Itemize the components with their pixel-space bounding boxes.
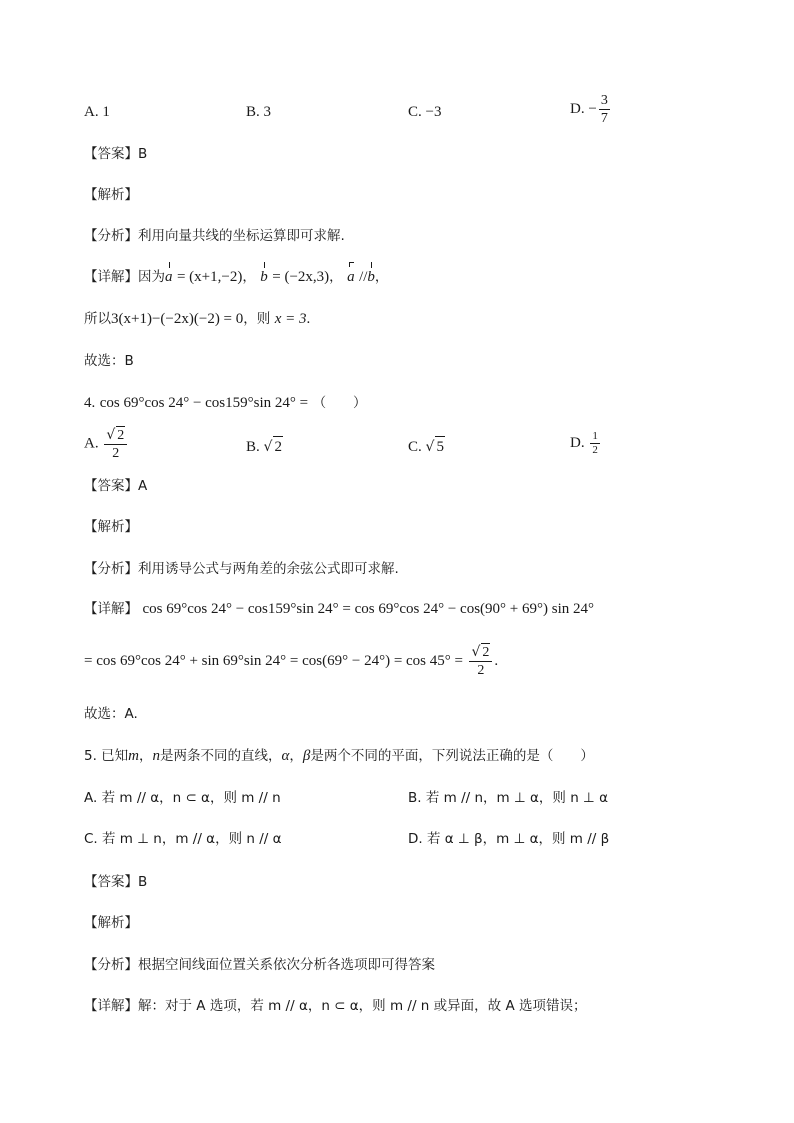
q4-option-b xyxy=(246,436,283,457)
q5-m: m xyxy=(128,748,140,764)
q5-fenxi: 【分析】根据空间线面位置关系依次分析各选项即可得答案 xyxy=(84,957,435,973)
q5-alpha: α xyxy=(281,748,290,764)
q3-detail-sep1: ， xyxy=(242,269,256,285)
q4-fenxi: 【分析】利用诱导公式与两角差的余弦公式即可求解. xyxy=(84,561,399,577)
q4-detail-line2-fraction xyxy=(469,643,492,679)
q3-so-end: . xyxy=(306,311,311,327)
vector-a-2: a xyxy=(347,269,355,285)
q5-stem-b: 是两条不同的直线， xyxy=(160,748,282,764)
vector-a: a xyxy=(165,269,173,285)
sqrt-icon: √ xyxy=(106,427,116,443)
q4-option-c-label: C. xyxy=(408,439,422,455)
q3-fenxi: 【分析】利用向量共线的坐标运算即可求解. xyxy=(84,228,345,244)
q3-detail-end: ， xyxy=(374,269,389,285)
q4-detail-expression: cos 69°cos 24° − cos159°sin 24° = cos 69°cos 24° − cos(90° + 69°) sin 24° xyxy=(142,601,594,617)
fraction-denominator: 7 xyxy=(600,111,608,126)
q3-detail-sep2: ， xyxy=(329,269,343,285)
q3-analysis-label: 【解析】 xyxy=(84,187,138,203)
q3-option-c-value: −3 xyxy=(425,104,442,120)
q5-stem xyxy=(84,746,594,766)
fraction-numerator xyxy=(469,643,492,662)
q4-detail-label: 【详解】 xyxy=(84,601,138,617)
fraction-denominator: 2 xyxy=(592,444,598,456)
q3-detail-a: = (x+1,−2) xyxy=(176,269,243,285)
q3-answer: 【答案】B xyxy=(84,146,148,162)
q4-answer: 【答案】A xyxy=(84,478,148,494)
vector-b-2: b xyxy=(367,269,375,285)
fraction-denominator: 2 xyxy=(477,663,485,678)
fraction-numerator: 3 xyxy=(600,93,608,108)
q3-option-d-label: D. xyxy=(570,100,585,117)
q3-option-d xyxy=(570,92,612,127)
sqrt-icon: √ xyxy=(425,439,435,455)
q4-option-b-label: B. xyxy=(246,439,260,455)
q3-option-d-fraction xyxy=(599,92,610,127)
q4-option-c xyxy=(408,436,445,457)
q5-detail: 【详解】解：对于 A 选项，若 m // α，n ⊂ α，则 m // n 或异面，故 A 选项错误； xyxy=(84,998,587,1014)
q3-so xyxy=(84,309,310,329)
q4-detail-line2-end: . xyxy=(494,653,499,669)
q4-detail-line2 xyxy=(84,643,498,679)
q3-detail-label: 【详解】因为 xyxy=(84,269,165,285)
sqrt-icon: √ xyxy=(263,439,273,455)
q5-option-c: C. 若 m ⊥ n，m // α，则 n // α xyxy=(84,831,282,847)
q4-expression: cos 69°cos 24° − cos159°sin 24° = xyxy=(99,395,309,411)
q3-option-a: A. 1 xyxy=(84,104,110,120)
q5-stem-a: 5. 已知 xyxy=(84,748,129,764)
q4-option-d-fraction xyxy=(590,430,600,457)
q4-option-a xyxy=(84,426,129,462)
q3-choose: 故选：B xyxy=(84,353,134,369)
q3-option-c-label: C. xyxy=(408,104,422,120)
fraction-numerator: 1 xyxy=(592,430,598,442)
q3-so-equation: 3(x+1)−(−2x)(−2) = 0 xyxy=(111,311,244,327)
q3-detail xyxy=(84,267,388,287)
q5-n: n xyxy=(152,748,161,764)
sqrt-value: 2 xyxy=(482,645,490,660)
q4-analysis-label: 【解析】 xyxy=(84,519,138,535)
q5-stem-c: 是两个不同的平面，下列说法正确的是（ ） xyxy=(310,748,594,764)
q4-stem xyxy=(84,393,367,413)
q4-detail-line2-expression: = cos 69°cos 24° + sin 69°sin 24° = cos(69° − 24°) = cos 45° = xyxy=(84,653,463,669)
q4-option-c-value: 5 xyxy=(435,436,445,457)
q5-sep: ， xyxy=(139,748,153,764)
q3-option-d-sign: − xyxy=(588,100,597,117)
q5-option-d: D. 若 α ⊥ β，m ⊥ α，则 m // β xyxy=(408,831,610,847)
q4-detail xyxy=(84,599,594,619)
q5-answer: 【答案】B xyxy=(84,874,148,890)
q3-detail-parallel: // xyxy=(359,269,368,285)
q3-option-b: B. 3 xyxy=(246,104,272,120)
q3-option-c xyxy=(408,102,441,122)
q3-so-result: x = 3 xyxy=(274,311,307,327)
q5-sep-2: ， xyxy=(289,748,303,764)
q5-option-b: B. 若 m // n，m ⊥ α，则 n ⊥ α xyxy=(408,790,609,806)
q5-analysis-label: 【解析】 xyxy=(84,915,138,931)
q4-option-b-value: 2 xyxy=(273,436,283,457)
sqrt-value: 2 xyxy=(117,428,125,443)
q3-so-mid: ，则 xyxy=(243,311,271,327)
q5-option-a: A. 若 m // α，n ⊂ α，则 m // n xyxy=(84,790,281,806)
q4-option-d xyxy=(570,430,602,457)
q5-beta: β xyxy=(302,748,311,764)
fraction-numerator xyxy=(104,426,127,445)
q4-option-a-label: A. xyxy=(84,435,99,452)
vector-b: b xyxy=(260,269,268,285)
q3-detail-b: = (−2x,3) xyxy=(272,269,330,285)
q3-so-prefix: 所以 xyxy=(84,311,111,327)
q4-paren: （ ） xyxy=(312,395,367,411)
sqrt-icon: √ xyxy=(471,644,481,660)
q4-choose: 故选：A. xyxy=(84,706,138,722)
q4-option-a-fraction xyxy=(104,426,127,462)
q4-option-d-label: D. xyxy=(570,434,585,451)
fraction-denominator: 2 xyxy=(112,446,120,461)
q4-number: 4. xyxy=(84,395,96,411)
